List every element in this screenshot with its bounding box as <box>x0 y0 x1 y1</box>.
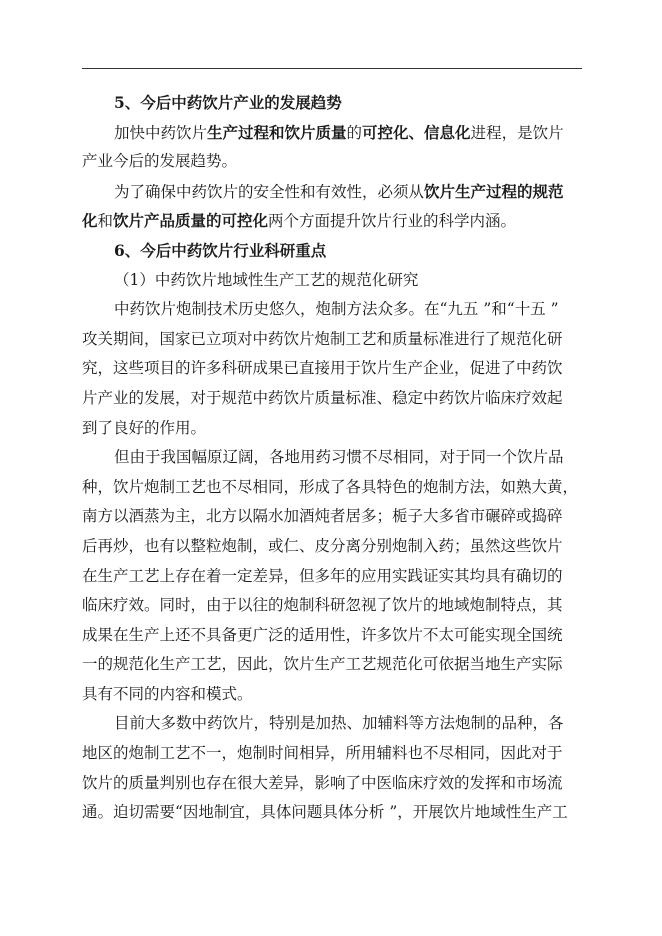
paragraph-line: 究，这些项目的许多科研成果已直接用于饮片生产企业，促进了中药饮 <box>82 359 563 378</box>
section5-p1-line2: 产业今后的发展趋势。 <box>82 152 238 171</box>
paragraph-line: 饮片的质量判别也存在很大差异，影响了中医临床疗效的发挥和市场流 <box>82 773 563 792</box>
bold-run: 生产过程和饮片质量 <box>207 122 347 142</box>
paragraph-line: 地区的炮制工艺不一，炮制时间相异，所用辅料也不尽相同，因此对于 <box>82 744 563 763</box>
header-rule <box>82 68 582 69</box>
section5-p1-line1 <box>82 118 582 148</box>
bold-run: 饮片产品质量的可控化 <box>113 211 269 231</box>
paragraph-line: 片产业的发展，对于规范中药饮片质量标准、稳定中药饮片临床疗效起 <box>82 388 563 407</box>
paragraph-line: 到了良好的作用。 <box>82 418 207 437</box>
paragraph-line: 成果在生产上还不具备更广泛的适用性，许多饮片不太可能实现全国统 <box>82 625 563 644</box>
paragraph-line: 后再炒，也有以整粒炮制，或仁、皮分离分别炮制入药；虽然这些饮片 <box>82 536 563 555</box>
text-run: 两个方面提升饮片行业的科学内涵。 <box>268 212 517 231</box>
paragraph-line: 但由于我国幅原辽阔，各地用药习惯不尽相同，对于同一个饮片品 <box>114 448 564 467</box>
section6-heading: 6、今后中药饮片行业科研重点 <box>114 240 327 260</box>
paragraph-line: 临床疗效。同时，由于以往的炮制科研忽视了饮片的地域炮制特点，其 <box>82 596 563 615</box>
text-run: 的 <box>346 123 363 142</box>
paragraph-line: 具有不同的内容和模式。 <box>82 684 253 703</box>
document-body <box>82 88 582 828</box>
paragraph-line: 在生产工艺上存在着一定差异，但多年的应用实践证实其均具有确切的 <box>82 566 563 585</box>
paragraph-line: 目前大多数中药饮片，特别是加热、加辅料等方法炮制的品种，各 <box>114 714 564 733</box>
section5-p2-line1 <box>82 177 582 207</box>
paragraph-line: 种，饮片炮制工艺也不尽相同，形成了各具特色的炮制方法，如熟大黄， <box>82 477 579 496</box>
paragraph-line: 一的规范化生产工艺，因此，饮片生产工艺规范化可依据当地生产实际 <box>82 655 563 674</box>
section6-subheading: （1）中药饮片地域性生产工艺的规范化研究 <box>114 270 419 289</box>
bold-run: 可控化、信息化 <box>362 122 471 142</box>
section5-heading: 5、今后中药饮片产业的发展趋势 <box>114 93 342 112</box>
paragraph-line: 南方以酒蒸为主，北方以隔水加酒炖者居多；栀子大多省市碾碎或捣碎 <box>82 507 563 526</box>
text-run: 为了确保中药饮片的安全性和有效性，必须从 <box>114 182 425 201</box>
text-run: 进程，是饮片 <box>470 123 564 142</box>
text-run: 和 <box>97 212 114 231</box>
paragraph-line: 通。迫切需要“因地制宜，具体问题具体分析 ”，开展饮片地域性生产工 <box>82 803 568 822</box>
section5-p2-line2 <box>82 206 582 236</box>
paragraph-line: 攻关期间，国家已立项对中药饮片炮制工艺和质量标准进行了规范化研 <box>82 329 563 348</box>
bold-run: 饮片生产过程的规范 <box>424 181 564 201</box>
bold-run: 化 <box>82 211 98 231</box>
text-run: 加快中药饮片 <box>114 123 208 142</box>
paragraph-line: 中药饮片炮制技术历史悠久，炮制方法众多。在“九五 ”和“十五 ” <box>114 300 559 319</box>
